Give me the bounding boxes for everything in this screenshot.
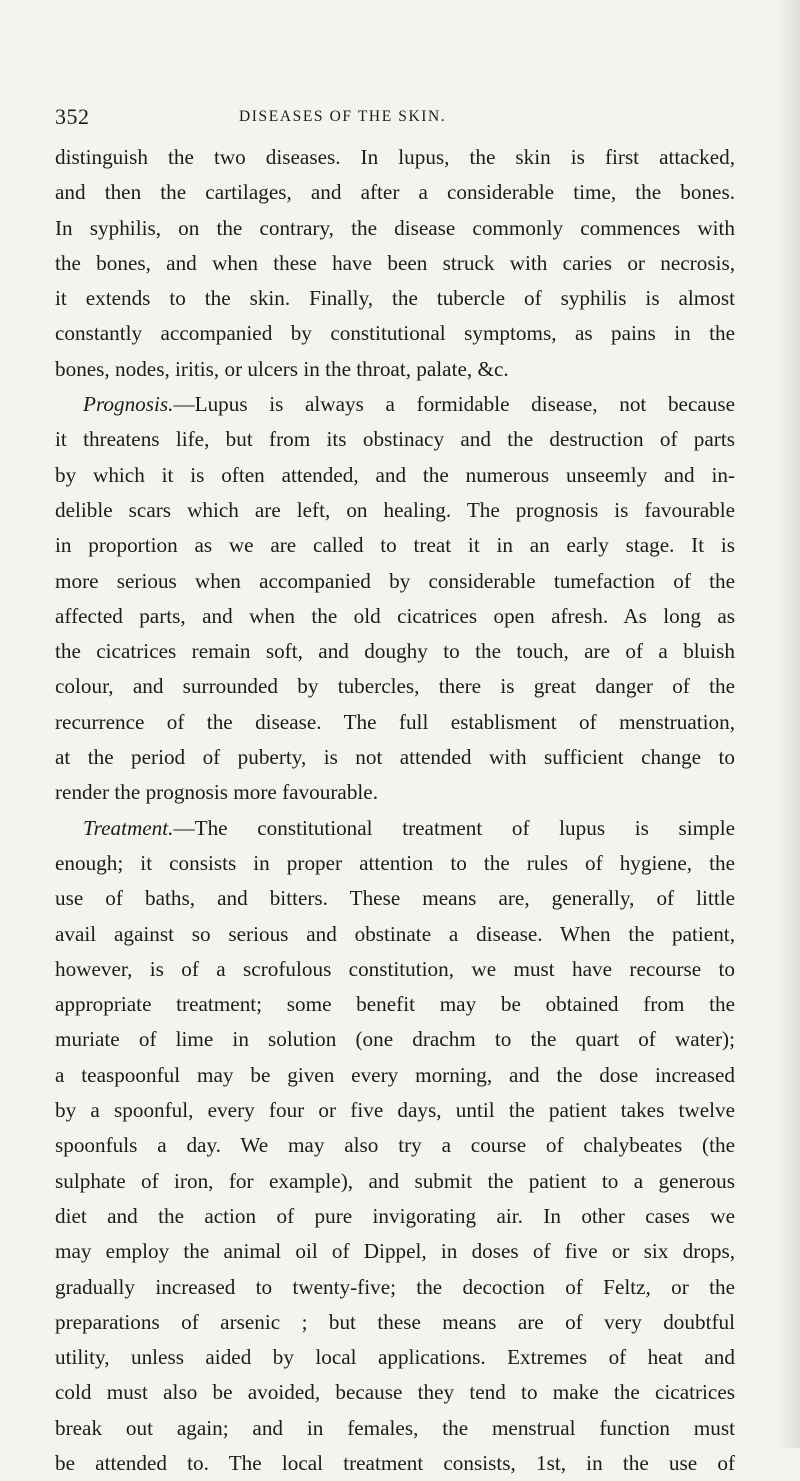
text-line: constantly accompanied by constitutional symptoms, as pains in the <box>55 321 735 346</box>
text-line-prognosis <box>55 387 735 422</box>
text-line: sulphate of iron, for example), and submit the patient to a generous <box>55 1168 735 1193</box>
text-line: spoonfuls a day. We may also try a course of chalybeates (the <box>55 1133 735 1158</box>
text-line: a teaspoonful may be given every morning, and the dose increased <box>55 1062 735 1087</box>
text-line: may employ the animal oil of Dippel, in doses of five or six drops, <box>55 1239 735 1264</box>
running-head <box>55 104 735 134</box>
text-line: break out again; and in females, the menstrual function must <box>55 1415 735 1440</box>
text-line: utility, unless aided by local applications. Extremes of heat and <box>55 1345 735 1370</box>
text-line: by which it is often attended, and the numerous unseemly and in- <box>55 462 735 487</box>
text-line: it extends to the skin. Finally, the tubercle of syphilis is almost <box>55 286 735 311</box>
text-line: distinguish the two diseases. In lupus, the skin is first attacked, <box>55 145 735 169</box>
text-line: however, is of a scrofulous constitution, we must have recourse to <box>55 956 735 981</box>
section-heading-treatment: Treatment. <box>83 815 174 840</box>
text-line: recurrence of the disease. The full establisment of menstruation, <box>55 709 735 734</box>
text-line-remainder: —Lupus is always a formidable disease, not because <box>173 392 735 417</box>
text-line: use of baths, and bitters. These means are, generally, of little <box>55 886 735 911</box>
text-line: avail against so serious and obstinate a disease. When the patient, <box>55 921 735 946</box>
body-text <box>55 140 735 1481</box>
text-line: appropriate treatment; some benefit may be obtained from the <box>55 992 735 1017</box>
text-line: gradually increased to twenty-five; the decoction of Feltz, or the <box>55 1274 735 1299</box>
text-line: at the period of puberty, is not attended with sufficient change to <box>55 745 735 770</box>
page-number: 352 <box>55 104 90 129</box>
text-line: cold must also be avoided, because they tend to make the cicatrices <box>55 1380 735 1405</box>
text-line: colour, and surrounded by tubercles, there is great danger of the <box>55 674 735 699</box>
text-line: delible scars which are left, on healing. The prognosis is favourable <box>55 497 735 522</box>
text-line: muriate of lime in solution (one drachm to the quart of water); <box>55 1027 735 1052</box>
text-line: in proportion as we are called to treat it in an early stage. It is <box>55 533 735 558</box>
text-line: the cicatrices remain soft, and doughy to the touch, are of a bluish <box>55 639 735 664</box>
text-line: more serious when accompanied by considerable tumefaction of the <box>55 568 735 593</box>
running-title: DISEASES OF THE SKIN. <box>239 108 447 125</box>
page-edge-shadow <box>778 0 800 1448</box>
text-line: bones, nodes, iritis, or ulcers in the throat, palate, &c. <box>55 356 509 381</box>
text-line: In syphilis, on the contrary, the disease commonly commences with <box>55 215 735 240</box>
text-line-treatment <box>55 811 735 846</box>
text-line: it threatens life, but from its obstinacy and the destruction of parts <box>55 427 735 452</box>
text-line: affected parts, and when the old cicatrices open afresh. As long as <box>55 603 735 628</box>
text-line: by a spoonful, every four or five days, until the patient takes twelve <box>55 1098 735 1123</box>
text-line: preparations of arsenic ; but these means are of very doubtful <box>55 1309 735 1334</box>
text-line: render the prognosis more favourable. <box>55 780 378 805</box>
text-line-remainder: —The constitutional treatment of lupus is simple <box>173 815 735 840</box>
text-line: the bones, and when these have been struck with caries or necrosis, <box>55 250 735 275</box>
text-line: enough; it consists in proper attention to the rules of hygiene, the <box>55 850 735 875</box>
text-line: be attended to. The local treatment consists, 1st, in the use of <box>55 1450 735 1475</box>
text-line: and then the cartilages, and after a considerable time, the bones. <box>55 180 735 205</box>
section-heading-prognosis: Prognosis. <box>83 392 174 417</box>
text-line: diet and the action of pure invigorating air. In other cases we <box>55 1203 735 1228</box>
